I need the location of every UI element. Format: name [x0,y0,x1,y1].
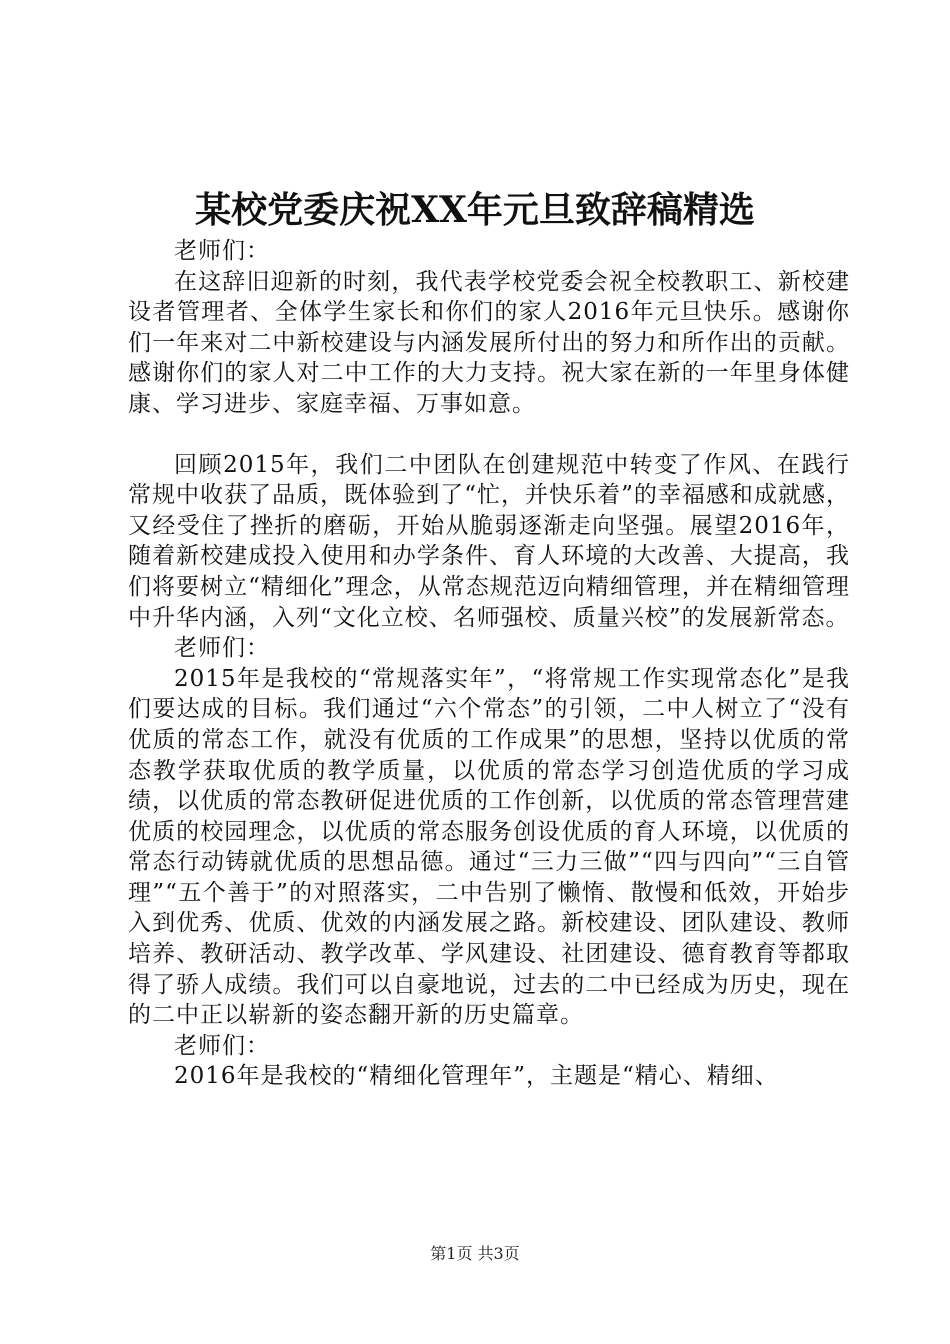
salutation: 老师们： [174,1032,270,1059]
paragraph-outlook: 2016年是我校的“精细化管理年”，主题是“精心、精细、 [174,1063,779,1090]
document-body [128,236,850,1092]
salutation: 老师们： [174,635,270,662]
salutation: 老师们： [174,238,270,264]
paragraph-achievements: 2015年是我校的“常规落实年”，“将常规工作实现常态化”是我们要达成的目标。我们通过“六个常态”的引领，二中人树立了“没有优质的常态工作，就没有优质的工作成果”的思想，坚持以优质的常态教学获取优质的教学质量，以优质的常态学习创造优质的学习成绩，以优质的常态教研促进优质的工作创新，以优质的常态管理营建优质的校园理念，以优质的常态服务创设优质的育人环境，以优质的常态行动铸就优质的思想品德。通过“三力三做”“四与四向”“三自管理”“五个善于”的对照落实，二中告别了懒惰、散慢和低效，开始步入到优秀、优质、优效的内涵发展之路。新校建设、团队建设、教师培养、教研活动、教学改革、学风建设、社团建设、德育教育等都取得了骄人成绩。我们可以自豪地说，过去的二中已经成为历史，现在的二中正以崭新的姿态翻开新的历史篇章。 [128,665,850,1029]
page-number-footer: 第1页 共3页 [430,1244,520,1263]
paragraph-greeting: 在这辞旧迎新的时刻，我代表学校党委会祝全校教职工、新校建设者管理者、全体学生家长和你们的家人2016年元旦快乐。感谢你们一年来对二中新校建设与内涵发展所付出的努力和所作出的贡献。感谢你们的家人对二中工作的大力支持。祝大家在新的一年里身体健康、学习进步、家庭幸福、万事如意。 [128,268,850,417]
document-title: 某校党委庆祝XX年元旦致辞稿精选 [195,189,755,231]
paragraph-review: 回顾2015年，我们二中团队在创建规范中转变了作风、在践行常规中收获了品质，既体验到了“忙，并快乐着”的幸福感和成就感，又经受住了挫折的磨砺，开始从脆弱逐渐走向坚强。展望2016年，随着新校建成投入使用和办学条件、育人环境的大改善、大提高，我们将要树立“精细化”理念，从常态规范迈向精细管理，并在精细管理中升华内涵，入列“文化立校、名师强校、质量兴校”的发展新常态。 [128,451,850,631]
